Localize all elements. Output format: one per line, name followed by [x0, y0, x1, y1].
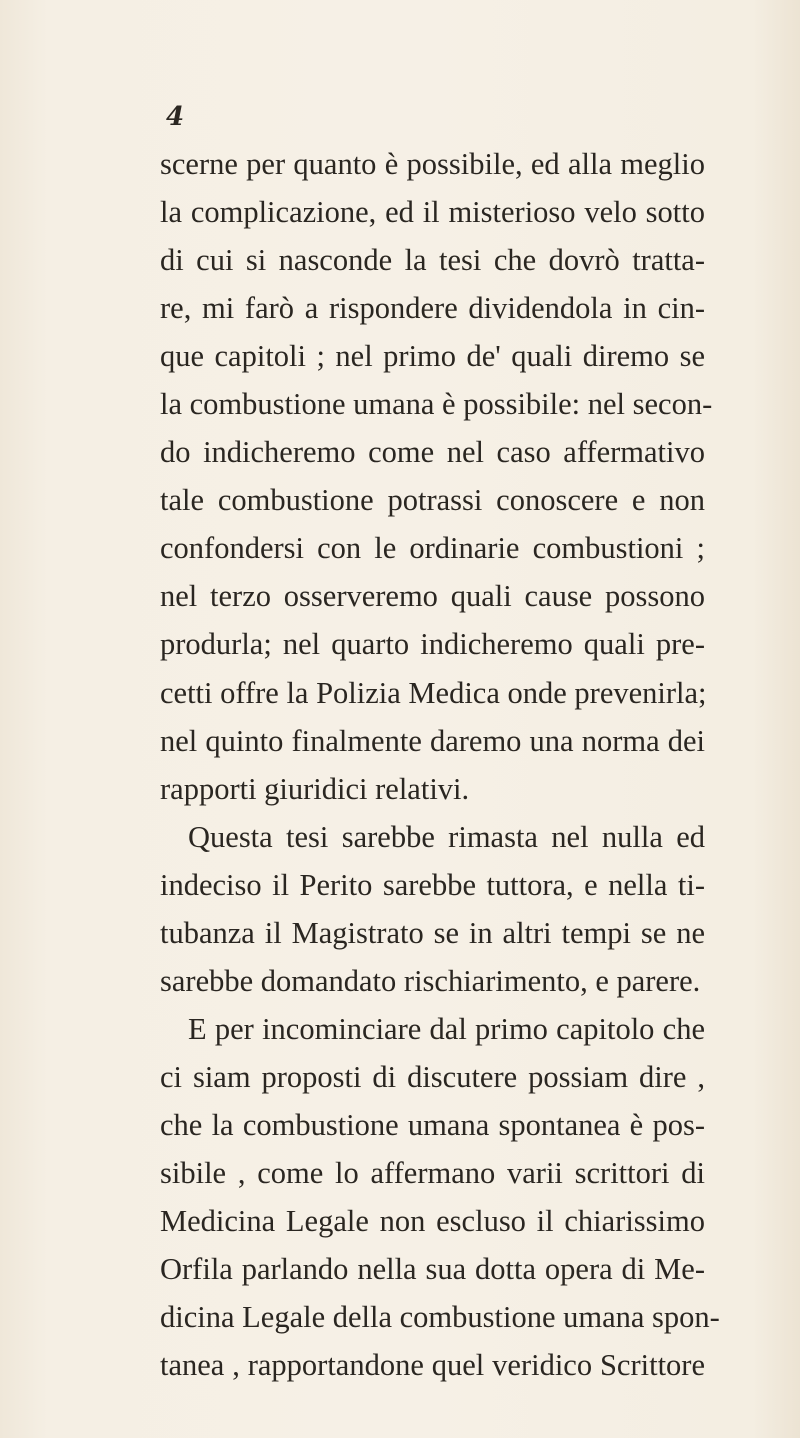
text-line: sibile , come lo affermano varii scrittori di: [160, 1155, 705, 1190]
text-line: cetti offre la Polizia Medica onde prevenirla;: [160, 675, 707, 710]
text-line: tubanza il Magistrato se in altri tempi se ne: [160, 915, 705, 950]
page-number: 4: [166, 102, 185, 132]
text-line: do indicheremo come nel caso affermativo: [160, 435, 705, 470]
text-line: la combustione umana è possibile: nel secon-: [160, 387, 713, 422]
text-line: la complicazione, ed il misterioso velo sotto: [160, 195, 705, 230]
text-line: que capitoli ; nel primo de' quali diremo se: [160, 339, 705, 374]
text-line: nel quinto finalmente daremo una norma dei: [160, 723, 705, 758]
text-line: nel terzo osserveremo quali cause possono: [160, 579, 705, 614]
text-line: tanea , rapportandone quel veridico Scrittore: [160, 1348, 705, 1383]
text-line: Orfila parlando nella sua dotta opera di Me-: [160, 1252, 705, 1287]
text-line: indeciso il Perito sarebbe tuttora, e nella ti-: [160, 867, 705, 902]
body-text: [160, 140, 720, 1389]
text-line: re, mi farò a rispondere dividendola in cin-: [160, 291, 705, 326]
text-line: di cui si nasconde la tesi che dovrò tratta-: [160, 243, 705, 278]
text-line: sarebbe domandato rischiarimento, e parere.: [160, 963, 701, 998]
text-line: Medicina Legale non escluso il chiarissimo: [160, 1204, 705, 1239]
text-line: rapporti giuridici relativi.: [160, 771, 470, 806]
text-line: che la combustione umana spontanea è pos-: [160, 1107, 705, 1142]
text-line: ci siam proposti di discutere possiam dire ,: [160, 1059, 705, 1094]
text-line: E per incominciare dal primo capitolo che: [188, 1011, 705, 1046]
text-line: tale combustione potrassi conoscere e non: [160, 483, 705, 518]
text-line: Questa tesi sarebbe rimasta nel nulla ed: [188, 819, 705, 854]
text-line: produrla; nel quarto indicheremo quali pre-: [160, 627, 705, 662]
text-line: dicina Legale della combustione umana spon-: [160, 1300, 720, 1335]
text-line: scerne per quanto è possibile, ed alla meglio: [160, 147, 705, 181]
text-line: confondersi con le ordinarie combustioni ;: [160, 531, 705, 566]
